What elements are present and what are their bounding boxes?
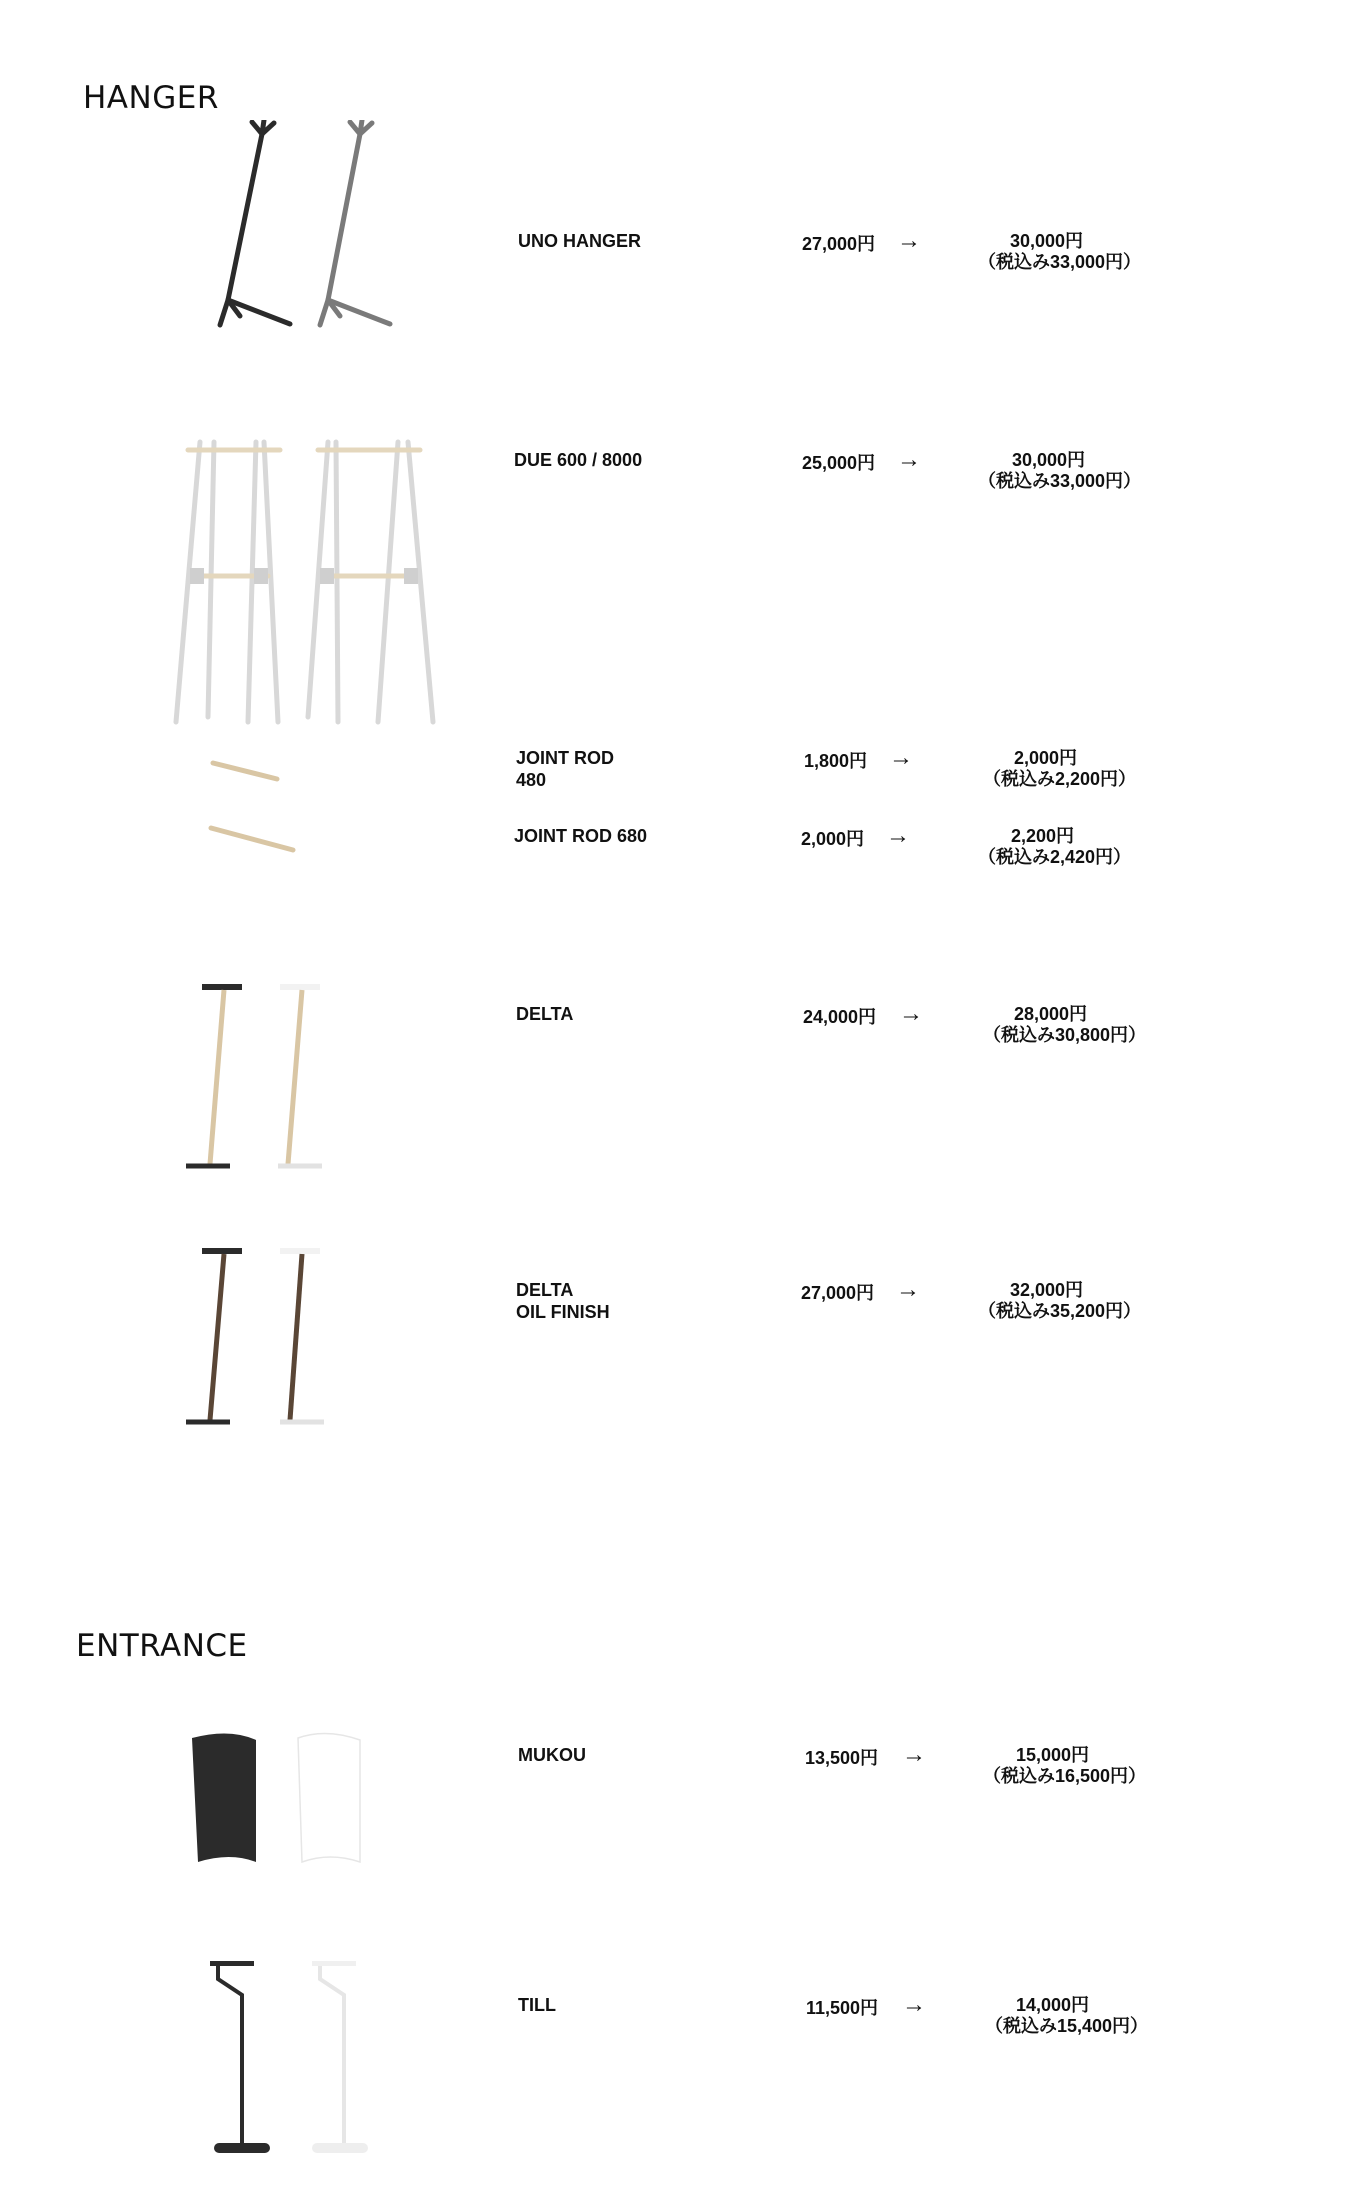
product-name-line: JOINT ROD: [516, 748, 615, 768]
new-price: 28,000円: [1014, 1004, 1088, 1024]
new-price: 30,000円: [1012, 450, 1086, 470]
arrow-icon: →: [899, 1000, 923, 1027]
product-name-line: 480: [516, 770, 547, 790]
section-title-entrance: ENTRANCE: [76, 1628, 248, 1664]
arrow-icon: →: [896, 1276, 920, 1303]
old-price: 11,500円: [806, 1998, 879, 2018]
new-price: 32,000円: [1010, 1280, 1084, 1300]
old-price: 27,000円: [801, 1283, 875, 1303]
product-image-joint-rod-480: [205, 755, 295, 795]
old-price: 25,000円: [802, 453, 876, 473]
product-image-delta: [180, 978, 350, 1178]
arrow-icon: →: [902, 1991, 926, 2018]
new-price: 15,000円: [1016, 1745, 1090, 1765]
arrow-icon: →: [889, 744, 913, 771]
old-price: 1,800円: [804, 751, 868, 771]
product-name: TILL: [518, 1995, 556, 2015]
product-name: [516, 747, 614, 791]
arrow-icon: →: [902, 1741, 926, 1768]
old-price: 24,000円: [803, 1007, 877, 1027]
product-image-mukou: [190, 1730, 370, 1870]
product-name-line: OIL FINISH: [516, 1302, 610, 1322]
product-image-joint-rod-680: [205, 820, 305, 860]
new-price: 14,000円: [1016, 1995, 1090, 2015]
new-price: 2,200円: [1011, 826, 1075, 846]
old-price: 13,500円: [805, 1748, 879, 1768]
arrow-icon: →: [886, 822, 910, 849]
new-price: 30,000円: [1010, 231, 1084, 251]
section-title-hanger: HANGER: [83, 80, 219, 116]
product-name: DELTA: [516, 1004, 574, 1024]
tax-included-price: （税込み15,400円）: [985, 2016, 1149, 2036]
tax-included-price: （税込み2,420円）: [978, 847, 1132, 867]
old-price: 2,000円: [801, 829, 865, 849]
tax-included-price: （税込み33,000円）: [978, 471, 1142, 491]
product-image-delta-oil-finish: [180, 1242, 350, 1432]
tax-included-price: （税込み2,200円）: [983, 769, 1137, 789]
tax-included-price: （税込み33,000円）: [978, 252, 1142, 272]
tax-included-price: （税込み30,800円）: [983, 1025, 1147, 1045]
old-price: 27,000円: [802, 234, 876, 254]
product-name: JOINT ROD 680: [514, 826, 648, 846]
product-name: [516, 1279, 610, 1323]
arrow-icon: →: [897, 227, 921, 254]
product-name-line: DELTA: [516, 1280, 574, 1300]
product-image-uno-hanger: [200, 120, 430, 330]
arrow-icon: →: [897, 446, 921, 473]
product-image-due: [168, 432, 438, 732]
product-image-till: [200, 1955, 370, 2165]
new-price: 2,000円: [1014, 748, 1078, 768]
product-name: MUKOU: [518, 1745, 586, 1765]
product-name: DUE 600 / 8000: [514, 450, 643, 470]
tax-included-price: （税込み16,500円）: [983, 1766, 1147, 1786]
tax-included-price: （税込み35,200円）: [978, 1301, 1142, 1321]
product-name: UNO HANGER: [518, 231, 642, 251]
